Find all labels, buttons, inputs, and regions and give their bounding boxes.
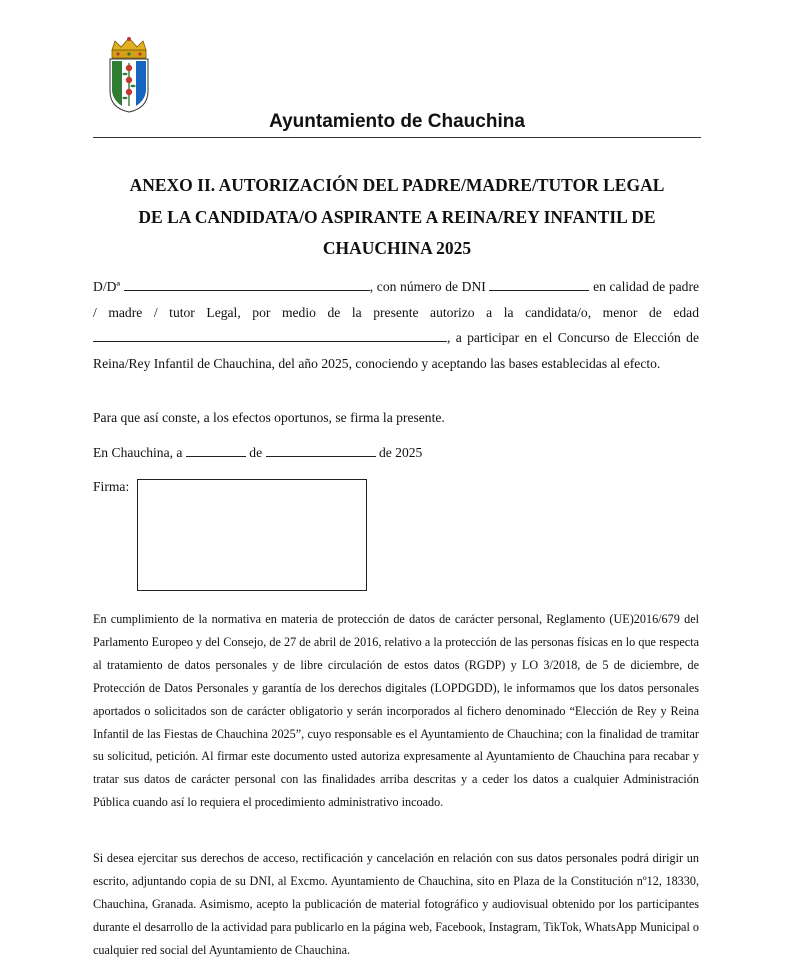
rights-paragraph: Si desea ejercitar sus derechos de acceso, rectificación y cancelación en relación con sus datos personales podrá dirigir un escrito, adjuntando copia de su DNI, al Excmo. Ayuntamiento de Chauchina, sito en Plaza de la Constitución nº12, 18330, Chauchina, Granada. Asimismo, acepto la publicación de material fotográfico y audiovisual obtenido por los participantes durante el desarrollo de la actividad para publicarlo en la página web, Facebook, Instagram, TikTok, WhatsApp Municipal o cualquier red social del Ayuntamiento de Chauchina. [93,851,699,957]
date-de: de [249,445,263,460]
signature-box[interactable] [137,479,367,591]
guardian-name-blank[interactable] [124,277,370,291]
date-line [93,443,422,461]
minor-name-blank[interactable] [93,328,447,342]
participate-text: , a participar en el Concurso de Elección de Reina/Rey Infantil de Chauchina, del año 2025, conociendo y aceptando las bases establecidas al efecto. [93,330,699,371]
capacity-text: en calidad de padre / madre / tutor Legal, por medio de la presente autorizo a la candidata/o, menor de edad [93,279,700,320]
document-title [93,170,701,265]
header-divider [93,137,701,138]
title-line: ANEXO II. AUTORIZACIÓN DEL PADRE/MADRE/TUTOR LEGAL [129,175,665,195]
organization-name: Ayuntamiento de Chauchina [269,111,525,132]
coat-of-arms-icon [106,36,152,114]
dni-blank[interactable] [489,277,589,291]
title-line: CHAUCHINA 2025 [322,238,472,258]
dni-label: , con número de DNI [369,279,486,294]
title-line: DE LA CANDIDATA/O ASPIRANTE A REINA/REY INFANTIL DE [138,206,656,227]
day-blank[interactable] [186,443,246,457]
data-protection-paragraph: En cumplimiento de la normativa en materia de protección de datos de carácter personal, Reglamento (UE)2016/679 del Parlamento Europeo y del Consejo, de 27 de abril de 2016, relativo a la protección de las personas físicas en lo que respecta al tratamiento de datos personales y de libre circulación de estos datos (RGDP) y LO 3/2018, de 5 de diciembre, de Protección de Datos Personales y garantía de los derechos digitales (LOPDGDD), le informamos que los datos personales aportados o solicitados son de carácter obligatorio y serán incorporados al fichero denominado “Elección de Rey y Reina Infantil de las Fiestas de Chauchina 2025”, cuyo responsable es el Ayuntamiento de Chauchina; con la finalidad de tramitar su solicitud, petición. Al firmar este documento usted autoriza expresamente al Ayuntamiento de Chauchina para recabar y tratar sus datos de carácter personal con las finalidades arriba descritas y a ceder los datos a cualquier Administración Pública cuando así lo requiera el procedimiento administrativo incoado. [93,612,699,810]
authorization-paragraph [93,274,699,376]
month-blank[interactable] [266,443,376,457]
date-year: de 2025 [378,445,423,460]
date-place: En Chauchina, a [93,445,183,460]
constar-line: Para que así conste, a los efectos oportunos, se firma la presente. [93,410,445,425]
signature-label: Firma: [93,479,130,494]
name-prefix: D/Dª [93,279,121,294]
